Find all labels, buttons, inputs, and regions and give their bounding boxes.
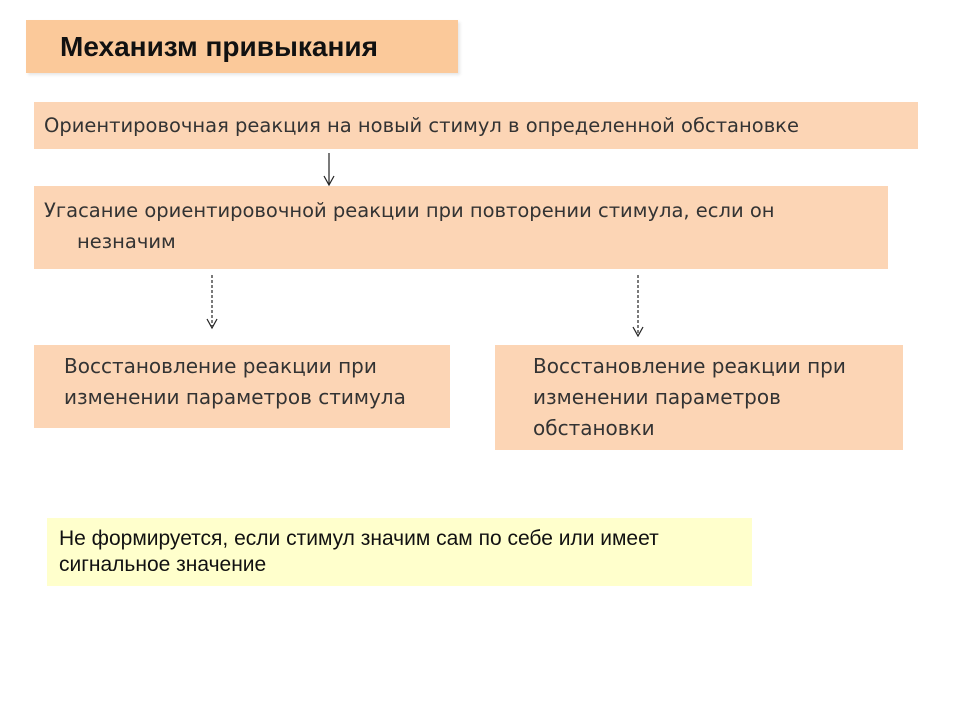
arrow-extinction-to-restore-stimulus <box>207 275 217 328</box>
restore-environment-text: Восстановление реакции при изменении параметров обстановки <box>533 354 846 440</box>
extinction-text-line2: незначим <box>77 230 176 253</box>
note-text: Не формируется, если стимул значим сам по себе или имеет сигнальное значение <box>59 527 659 576</box>
extinction-text-line1: Угасание ориентировочной реакции при повторении стимула, если он <box>44 199 775 222</box>
page-title: Механизм привыкания <box>60 31 378 62</box>
orienting-reaction-text: Ориентировочная реакция на новый стимул в определенной обстановке <box>44 114 799 137</box>
arrow-extinction-to-restore-environment <box>633 275 643 336</box>
arrow-orienting-to-extinction <box>324 153 334 185</box>
restore-stimulus-text: Восстановление реакции при изменении параметров стимула <box>64 354 406 409</box>
